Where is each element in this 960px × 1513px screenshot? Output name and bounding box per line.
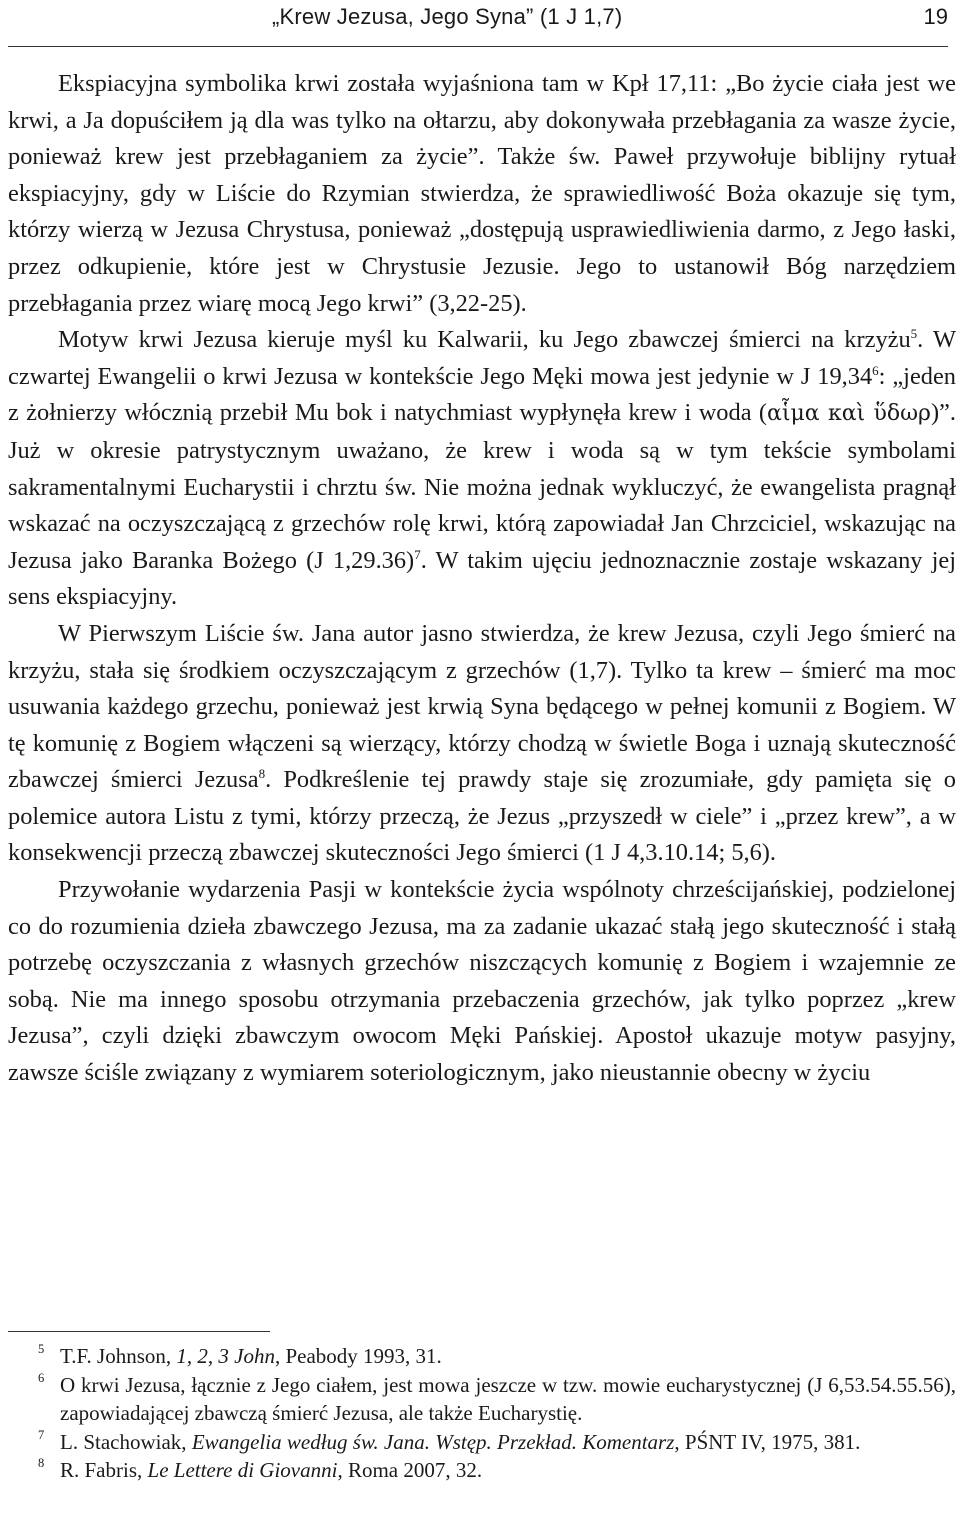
- paragraph-text: Ekspiacyjna symbolika krwi została wyjaśniona tam w Kpł 17,11: „Bo życie ciała jest we krwi, a Ja dopuściłem ją dla was tylko na ołtarzu, aby dokonywała przebłagania za wasze życie, ponieważ krew jest przebłaganiem za życie”. Także św. Paweł przywołuje biblijny rytuał ekspiacyjny, gdy w Liście do Rzymian stwierdza, że sprawiedliwość Boża okazuje się tym, którzy wierzą w Jezusa Chrystusa, ponieważ „dostępują usprawiedliwienia darmo, z Jego łaski, przez odkupienie, które jest w Chrystusie Jezusie. Jego to ustanowił Bóg narzędziem przebłagania przez wiarę mocą Jego krwi” (3,22-25).: [8, 70, 956, 317]
- footnote-divider: [8, 1331, 270, 1332]
- footnotes: [38, 1342, 956, 1485]
- footnote-number: 6: [38, 1370, 45, 1385]
- footnote: [38, 1371, 956, 1428]
- paragraph-text: W Pierwszym Liście św. Jana autor jasno stwierdza, że krew Jezusa, czyli Jego śmierć na krzyżu, stała się środkiem oczyszczającym z grzechów (1,7). Tylko ta krew – śmierć ma moc usuwania każdego grzechu, ponieważ jest krwią Syna będącego w pełnej komunii z Bogiem. W tę komunię z Bogiem włączeni są wierzący, którzy chodzą w świetle Boga i uznają skuteczność zbawczej śmierci Jezusa: [8, 619, 956, 794]
- paragraph: [8, 872, 956, 1092]
- citation-title: Ewangelia według św. Jana. Wstęp. Przekład. Komentarz: [191, 1429, 675, 1454]
- paragraph: [8, 66, 956, 322]
- paragraph-text: . W czwartej Ewangelii o krwi Jezusa w kontekście Jego Męki mowa jest jedynie w J 19,34: [8, 326, 956, 390]
- paragraph: [8, 322, 956, 616]
- paragraph-text: Motyw krwi Jezusa kieruje myśl ku Kalwarii, ku Jego zbawczej śmierci na krzyżu: [58, 326, 911, 354]
- footnote-text: T.F. Johnson, 1, 2, 3 John, Peabody 1993, 31.: [60, 1344, 442, 1368]
- greek-quotation: αἷμα καὶ ὕδωρ: [767, 401, 931, 427]
- footnote-text: R. Fabris, Le Lettere di Giovanni, Roma 2007, 32.: [60, 1458, 483, 1482]
- paragraph-text: )”. Już w okresie patrystycznym uważano, że krew i woda są w tym tekście symbolami sakramentalnymi Eucharystii i chrztu św. Nie można jednak wykluczyć, że ewangelista pragnął wskazać na oczyszczającą z grzechów rolę krwi, którą zapowiadał Jan Chrzciciel, wskazując na Jezusa jako Baranka Bożego (J 1,29.36): [8, 399, 956, 574]
- main-text: [8, 66, 956, 1092]
- page-number: 19: [923, 4, 948, 29]
- paragraph: [8, 616, 956, 872]
- running-header: [8, 0, 948, 47]
- footnote-reference[interactable]: 7: [414, 546, 421, 562]
- footnote-reference[interactable]: 5: [910, 326, 918, 342]
- citation-title: 1, 2, 3 John: [176, 1344, 275, 1368]
- footnote-reference[interactable]: 8: [258, 766, 266, 782]
- footnote-number: 8: [38, 1456, 45, 1470]
- footnote-number: 5: [38, 1342, 45, 1356]
- footnote: [38, 1428, 956, 1457]
- citation-title: Le Lettere di Giovanni: [147, 1458, 338, 1482]
- paragraph-text: . Podkreślenie tej prawdy staje się zrozumiałe, gdy pamięta się o polemice autora Listu z tymi, którzy przeczą, że Jezus „przyszedł w ciele” i „przez krew”, a w konsekwencji przeczą zbawczej skuteczności Jego śmierci (1 J 4,3.10.14; 5,6).: [8, 766, 956, 867]
- footnote-text: O krwi Jezusa, łącznie z Jego ciałem, jest mowa jeszcze w tzw. mowie eucharystycznej (J 6,53.54.55.56), zapowiadającej zbawczą śmierć Jezusa, ale także Eucharystię.: [60, 1372, 956, 1425]
- footnote-reference[interactable]: 6: [872, 362, 879, 378]
- paragraph-text: . W takim ujęciu jednoznacznie zostaje wskazany jej sens ekspiacyjny.: [8, 546, 957, 611]
- footnote: [38, 1456, 956, 1485]
- running-header-title: „Krew Jezusa, Jego Syna” (1 J 1,7): [272, 4, 623, 29]
- paragraph-text: : „jeden z żołnierzy włócznią przebił Mu bok i natychmiast wypłynęła krew i woda (: [8, 362, 956, 427]
- paragraph-text: Przywołanie wydarzenia Pasji w kontekście życia wspólnoty chrześcijańskiej, podzielonej co do rozumienia dzieła zbawczego Jezusa, ma za zadanie ukazać stałą jego skuteczność i stałą potrzebę oczyszczania z własnych grzechów niszczących komunię z Bogiem i wzajemnie ze sobą. Nie ma innego sposobu otrzymania przebaczenia grzechów, jak tylko poprzez „krew Jezusa”, czyli dzięki zbawczym owocom Męki Pańskiej. Apostoł ukazuje motyw pasyjny, zawsze ściśle związany z wymiarem soteriologicznym, jako nieustannie obecny w życiu: [8, 876, 956, 1087]
- footnote: [38, 1342, 956, 1371]
- footnote-text: L. Stachowiak, Ewangelia według św. Jana. Wstęp. Przekład. Komentarz, PŚNT IV, 1975, 381.: [60, 1429, 861, 1454]
- footnote-number: 7: [38, 1427, 45, 1442]
